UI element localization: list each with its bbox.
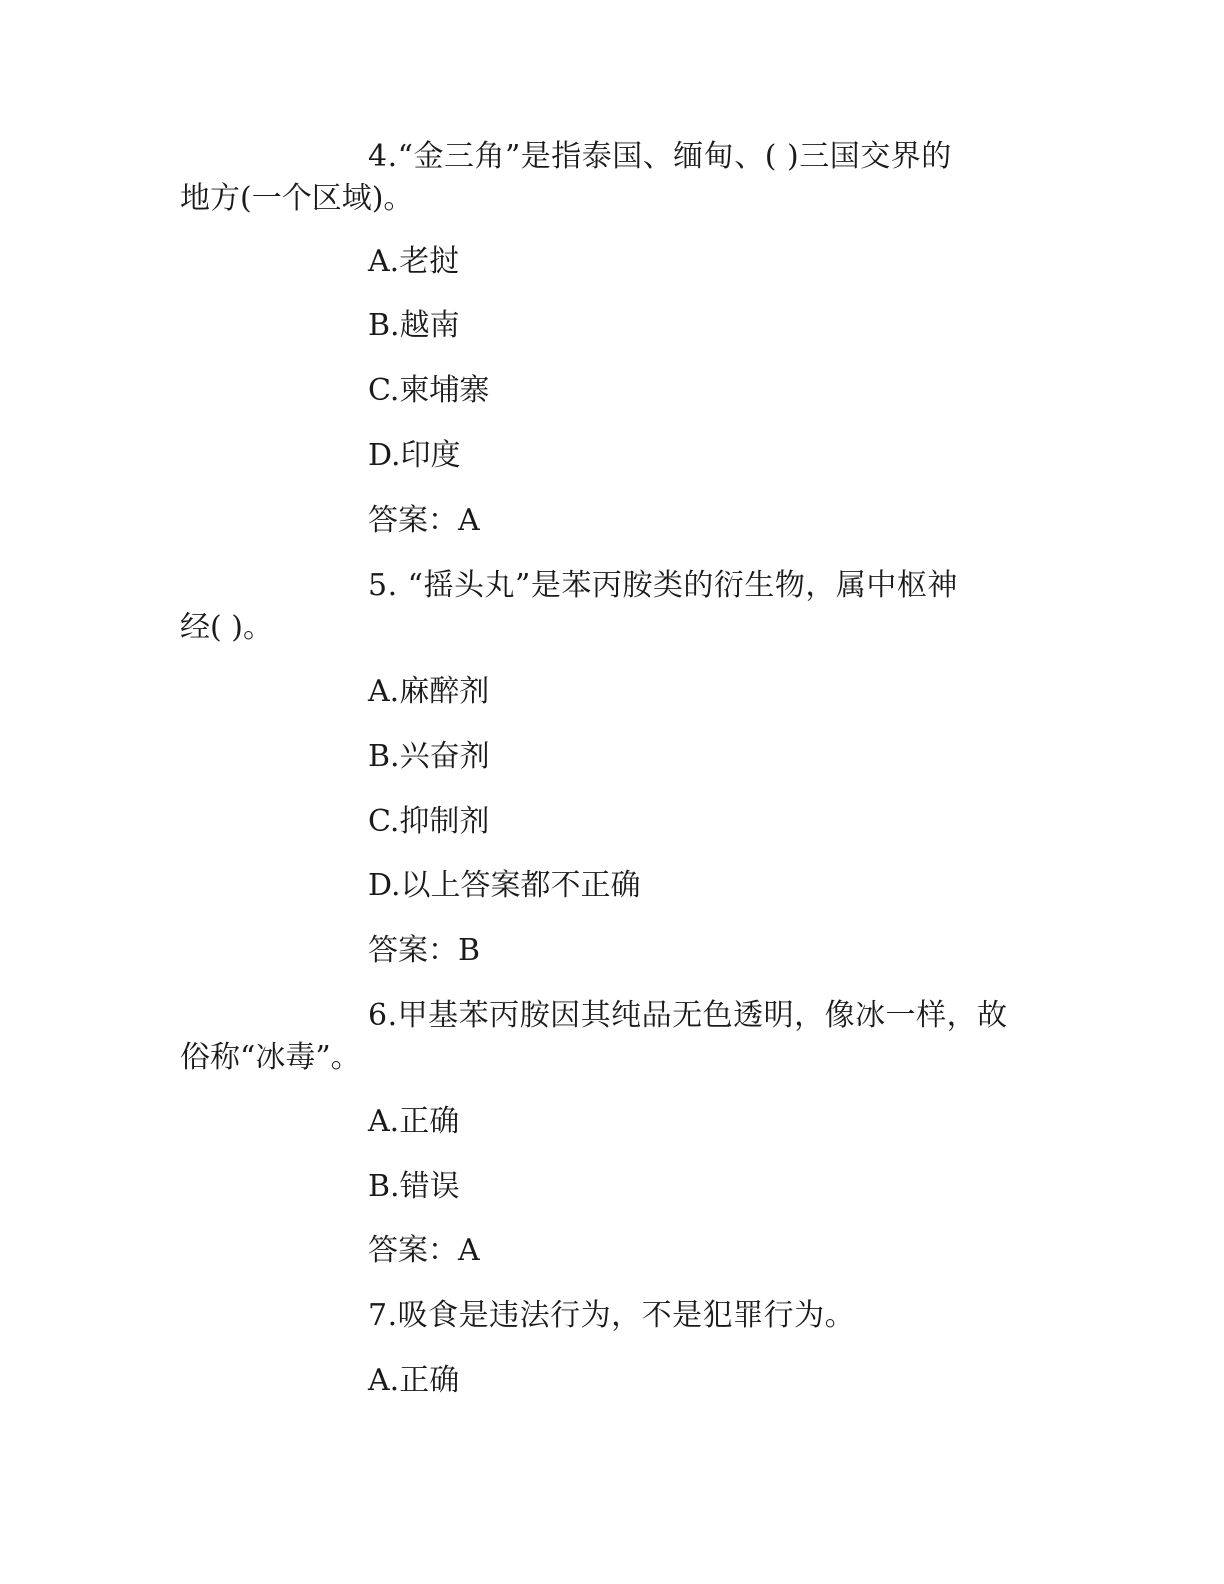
question-4-option-a: A.老挝	[368, 244, 460, 279]
question-6-option-a: A.正确	[368, 1104, 460, 1139]
question-4-option-d: D.印度	[368, 438, 461, 473]
question-5-answer: 答案：B	[368, 933, 481, 968]
question-5-option-b: B.兴奋剂	[368, 739, 490, 774]
question-4-option-b: B.越南	[368, 308, 460, 343]
question-5-text: 5. “摇头丸”是苯丙胺类的衍生物，属中枢神	[368, 568, 958, 603]
question-5-option-d: D.以上答案都不正确	[368, 868, 641, 903]
question-5-text-continued: 经( )。	[180, 610, 273, 645]
question-4-answer: 答案：A	[368, 503, 480, 538]
question-7-text: 7.吸食是违法行为，不是犯罪行为。	[368, 1298, 856, 1333]
question-4-text: 4.“金三角”是指泰国、缅甸、( )三国交界的	[368, 139, 952, 174]
question-5-option-c: C.抑制剂	[368, 804, 490, 839]
question-6-text-continued: 俗称“冰毒”。	[180, 1040, 361, 1075]
question-7-option-a: A.正确	[368, 1363, 460, 1398]
question-4-text-continued: 地方(一个区域)。	[180, 181, 414, 216]
question-6-option-b: B.错误	[368, 1169, 460, 1204]
question-6-answer: 答案：A	[368, 1233, 480, 1268]
question-5-option-a: A.麻醉剂	[368, 674, 490, 709]
question-6-text: 6.甲基苯丙胺因其纯品无色透明，像冰一样，故	[368, 998, 1008, 1033]
question-4-option-c: C.柬埔寨	[368, 373, 490, 408]
